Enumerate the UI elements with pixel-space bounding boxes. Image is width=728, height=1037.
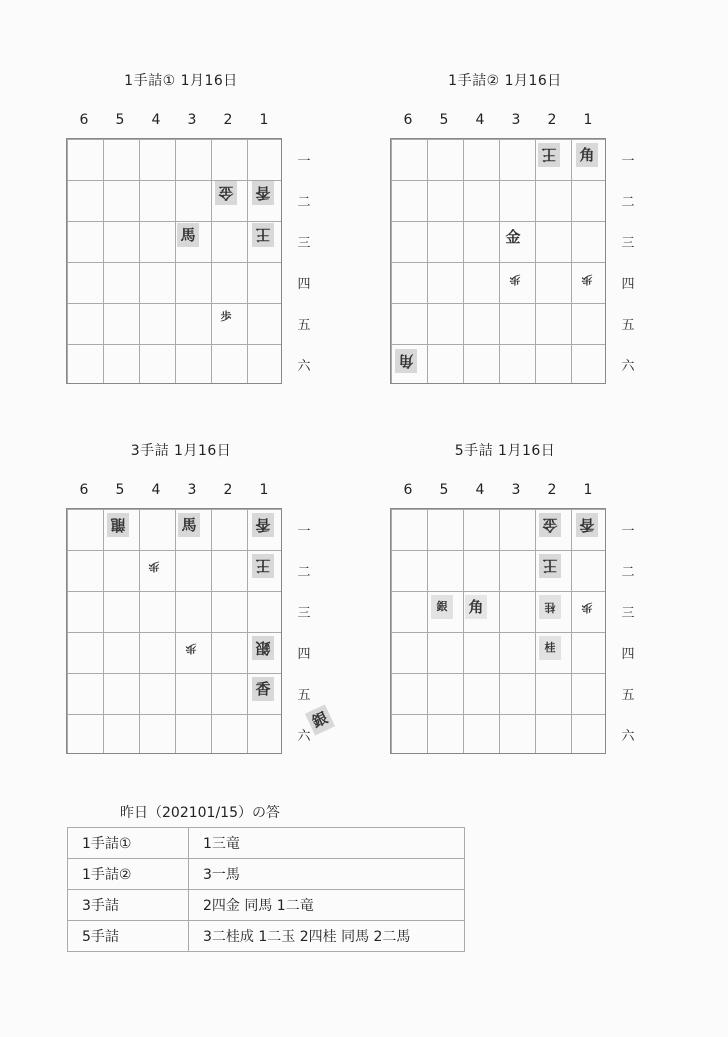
col-label: 6 (403, 112, 413, 128)
piece-in-hand: 銀 (305, 704, 335, 735)
piece: 龍 (107, 513, 129, 537)
col-label: 6 (79, 482, 89, 498)
piece: 王 (252, 223, 274, 247)
row-label: 二 (621, 195, 635, 210)
piece: 王 (539, 554, 561, 578)
puzzle-3 (66, 440, 396, 770)
piece: 馬 (178, 513, 200, 537)
row-label: 四 (621, 277, 635, 292)
column-labels (390, 112, 608, 128)
piece: 金 (539, 513, 561, 537)
col-label: 1 (583, 112, 593, 128)
row-label: 四 (621, 647, 635, 662)
row-label: 四 (297, 647, 311, 662)
row-label: 二 (297, 195, 311, 210)
row-label: 三 (621, 606, 635, 621)
piece: 香 (252, 513, 274, 537)
row-label: 三 (297, 236, 311, 251)
row-label: 六 (297, 729, 311, 744)
col-label: 4 (151, 482, 161, 498)
row-label: 三 (297, 606, 311, 621)
col-label: 5 (439, 112, 449, 128)
answer-label: 1手詰① (68, 828, 189, 859)
row-labels (618, 138, 642, 384)
col-label: 2 (223, 112, 233, 128)
table-row (68, 859, 465, 890)
piece: 角 (395, 349, 417, 373)
shogi-board (66, 138, 282, 384)
piece: 歩 (581, 601, 593, 614)
row-label: 三 (621, 236, 635, 251)
row-labels (294, 138, 318, 384)
col-label: 5 (115, 112, 125, 128)
row-label: 六 (297, 359, 311, 374)
answer-text: 1三竜 (189, 828, 465, 859)
piece: 歩 (148, 560, 160, 573)
piece: 香 (252, 677, 274, 701)
answer-label: 1手詰② (68, 859, 189, 890)
table-row (68, 828, 465, 859)
column-labels (66, 482, 284, 498)
piece: 桂 (539, 595, 561, 619)
answers-table (67, 827, 465, 952)
shogi-board (66, 508, 282, 754)
piece: 歩 (509, 273, 521, 286)
puzzle-4 (390, 440, 720, 770)
puzzle-title: 1手詰① 1月16日 (124, 73, 238, 89)
row-label: 五 (297, 318, 311, 333)
table-row (68, 921, 465, 952)
row-label: 五 (297, 688, 311, 703)
col-label: 1 (583, 482, 593, 498)
col-label: 2 (547, 482, 557, 498)
col-label: 3 (511, 112, 521, 128)
table-row (68, 890, 465, 921)
col-label: 2 (223, 482, 233, 498)
column-labels (390, 482, 608, 498)
column-labels (66, 112, 284, 128)
puzzle-2 (390, 70, 720, 400)
row-label: 一 (297, 524, 311, 539)
puzzle-title: 5手詰 1月16日 (454, 443, 556, 459)
piece: 銀 (431, 595, 453, 619)
piece: 馬 (177, 223, 199, 247)
col-label: 3 (187, 112, 197, 128)
answer-text: 3二桂成 1二玉 2四桂 同馬 2二馬 (189, 921, 465, 952)
row-label: 四 (297, 277, 311, 292)
col-label: 4 (475, 112, 485, 128)
piece: 香 (252, 181, 274, 205)
puzzle-1 (66, 70, 396, 400)
row-label: 二 (297, 565, 311, 580)
puzzle-title: 3手詰 1月16日 (130, 443, 232, 459)
col-label: 4 (151, 112, 161, 128)
piece: 香 (576, 513, 598, 537)
shogi-board (390, 138, 606, 384)
col-label: 6 (403, 482, 413, 498)
row-labels (618, 508, 642, 754)
row-label: 二 (621, 565, 635, 580)
col-label: 2 (547, 112, 557, 128)
piece: 桂 (539, 636, 561, 660)
piece: 王 (538, 143, 560, 167)
answer-label: 5手詰 (68, 921, 189, 952)
piece: 歩 (185, 642, 197, 655)
col-label: 5 (115, 482, 125, 498)
answer-text: 3一馬 (189, 859, 465, 890)
piece: 金 (505, 228, 521, 246)
piece: 歩 (220, 310, 232, 323)
col-label: 6 (79, 112, 89, 128)
piece: 歩 (581, 273, 593, 286)
row-label: 五 (621, 688, 635, 703)
answers-title: 昨日（202101/15）の答 (120, 805, 280, 821)
col-label: 1 (259, 112, 269, 128)
col-label: 3 (511, 482, 521, 498)
row-label: 六 (621, 729, 635, 744)
col-label: 4 (475, 482, 485, 498)
col-label: 5 (439, 482, 449, 498)
answer-text: 2四金 同馬 1二竜 (189, 890, 465, 921)
piece: 銀 (252, 636, 274, 660)
answer-label: 3手詰 (68, 890, 189, 921)
piece: 金 (215, 181, 237, 205)
puzzle-title: 1手詰② 1月16日 (448, 73, 562, 89)
row-label: 六 (621, 359, 635, 374)
row-label: 五 (621, 318, 635, 333)
col-label: 3 (187, 482, 197, 498)
shogi-board (390, 508, 606, 754)
row-label: 一 (621, 154, 635, 169)
piece: 王 (252, 554, 274, 578)
piece: 角 (465, 595, 487, 619)
row-label: 一 (621, 524, 635, 539)
row-label: 一 (297, 154, 311, 169)
col-label: 1 (259, 482, 269, 498)
piece: 角 (576, 143, 598, 167)
